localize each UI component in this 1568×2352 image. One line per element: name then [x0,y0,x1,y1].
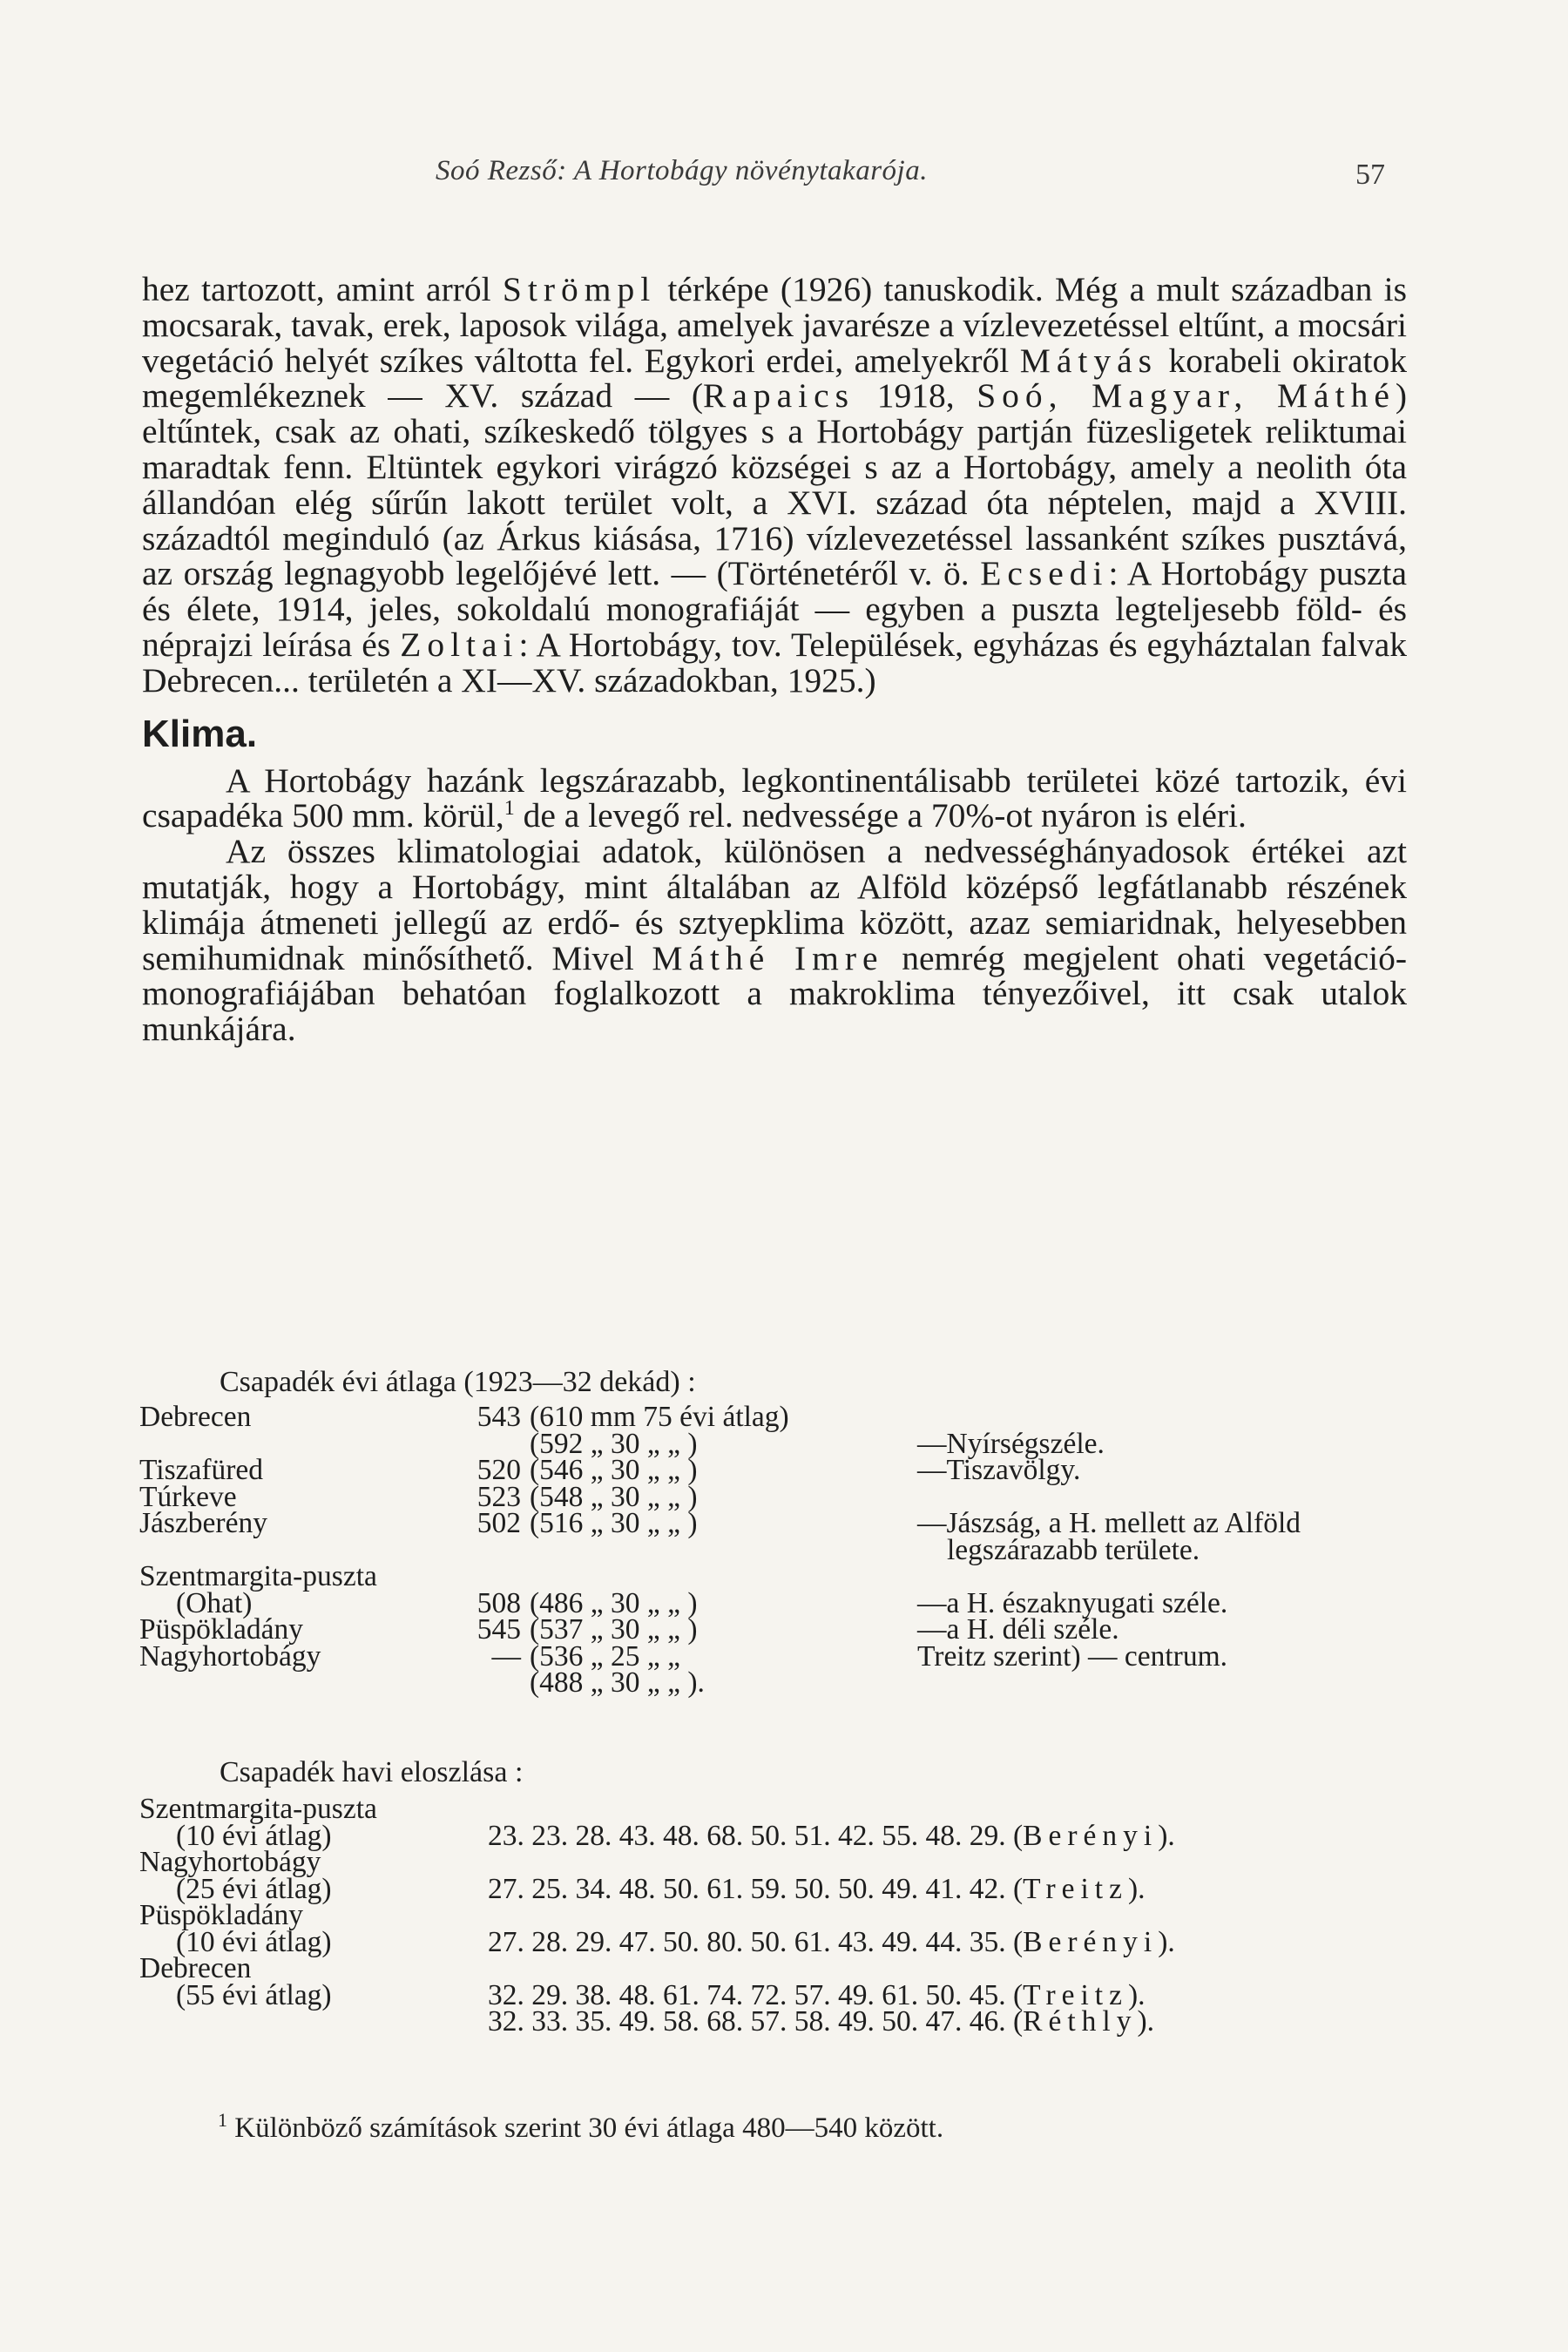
author-name: Soó, Magyar, Máthé [977,376,1396,416]
footnote-marker: 1 [218,2109,227,2131]
table-row: legszárazabb területe. [947,1533,1200,1566]
footnote-text: Különböző számítások szerint 30 évi átlaga 480—540 között. [234,2112,944,2144]
table-row: (592 „ 30 „ „ ) —Nyírségszéle. [530,1427,1105,1460]
body-text [142,272,1407,1047]
monthly-table [139,1793,1175,2038]
paragraph-history: hez tartozott, amint arról Strömpl térképe (1926) tanuskodik. Még a mult században is mocsarak, tavak, erek, laposok világa, amelyek javarésze a vízlevezetéssel eltűnt, a mocsári vegetáció helyét szíkes váltotta fel. Egykori erdei, amelyekről Mátyás korabeli okiratok megemlékeznek — XV. század — (Rapaics 1918, Soó, Magyar, Máthé) eltűntek, csak az ohati, szíkeskedő tölgyes s a Hortobágy partján füzesligetek reliktumai maradtak fenn. Eltüntek egykori virágzó községei s az a Hortobágy, amely a neolith óta állandóan elég sűrűn lakott terület volt, a XVI. század óta néptelen, majd a XVIII. századtól meginduló (az Árkus kiásása, 1716) vízlevezetéssel lassanként szíkes pusztává, az ország legnagyobb legelőjévé lett. — (Történetéről v. ö. Ecsedi: A Hortobágy puszta és élete, 1914, jeles, sokoldalú monografiáját — egyben a puszta legteljesebb föld- és néprajzi leírása és Zoltai: A Hortobágy, tov. Települések, egyházas és egyháztalan falvak Debrecen... területén a XI—XV. századokban, 1925.) [142,270,1408,700]
section-heading: Klima. [142,712,258,755]
table-caption: Csapadék havi eloszlása : [220,1756,524,1788]
author-name: Strömpl [502,270,657,308]
table-caption: Csapadék évi átlaga (1923—32 dekád) : [220,1366,696,1398]
source-author: Berényi [1023,1925,1159,1958]
table-row: 32. 33. 35. 49. 58. 68. 57. 58. 49. 50. 47. 46. (Réthly). [488,2005,1155,2038]
table-row: Nagyhortobágy — (536 „ 25 „ „ Treitz szerint) — centrum. [139,1639,1228,1673]
table-row: Nagyhortobágy [139,1846,321,1878]
source-author: Réthly [1023,2005,1138,2038]
table-row: Túrkeve 523 (548 „ 30 „ „ ) [139,1480,698,1513]
source-author: Berényi [1023,1819,1159,1852]
footnote-ref: 1 [504,797,515,821]
table-row: (10 évi átlag) 23. 23. 28. 43. 48. 68. 50. 51. 42. 55. 48. 29. (Berényi). [176,1819,1175,1852]
paragraph-climate-intro: A Hortobágy hazánk legszárazabb, legkontinentálisabb területei közé tartozik, évi csapadéka 500 mm. körül,$^1$ de a levegő rel. nedvessége a 70%-ot nyáron is eléri. [142,760,1407,835]
page-number: 57 [1355,159,1385,191]
table-row: Püspökladány [139,1899,303,1931]
table-row: Debrecen [139,1952,252,1984]
table-row: Püspökladány 545 (537 „ 30 „ „ ) —a H. déli széle. [139,1613,1119,1646]
author-name: Zoltai [400,625,519,664]
table-row: Tiszafüred 520 (546 „ 30 „ „ ) —Tiszavölgy. [139,1454,1081,1486]
table-row: Szentmargita-puszta [139,1560,377,1592]
source-author: Treitz [1023,1978,1128,2011]
table-row: Jászberény 502 (516 „ 30 „ „ ) —Jászság, a H. mellett az Alföld [139,1507,1301,1539]
annual-precipitation-table [139,1361,1411,1697]
author-name: Mátyás [1019,341,1159,380]
table-row: (10 évi átlag) 27. 28. 29. 47. 50. 80. 50. 61. 43. 49. 44. 35. (Berényi). [176,1925,1175,1958]
author-name: Ecsedi [980,554,1109,593]
source-author: Treitz [1023,1872,1128,1905]
table-row: (25 évi átlag) 27. 25. 34. 48. 50. 61. 59. 50. 50. 49. 41. 42. (Treitz). [176,1872,1146,1905]
table-row: Szentmargita-puszta [139,1793,377,1825]
annual-table [139,1401,1301,1699]
footnote [218,2109,944,2145]
table-row: (Ohat) 508 (486 „ 30 „ „ ) —a H. északnyugati széle. [176,1586,1228,1619]
author-name: Rapaics [703,376,855,416]
author-name: Máthé Imre [652,938,884,977]
table-row: (488 „ 30 „ „ ). [530,1666,705,1699]
paragraph-climatology: Az összes klimatologiai adatok, különösen a nedvességhányadosok értékei azt mutatják, hogy a Hortobágy, mint általában az Alföld középső legfátlanabb részének klimája átmeneti jellegű az erdő- és sztyepklima között, azaz semiaridnak, helyesebben semihumidnak minősíthető. Mivel Máthé Imre nemrég megjelent ohati vegetáció-monografiájában behatóan foglalkozott a makroklima tényezőivel, itt csak utalok munkájára. [142,832,1407,1049]
table-row: (55 évi átlag) 32. 29. 38. 48. 61. 74. 72. 57. 49. 61. 50. 45. (Treitz). [176,1978,1146,2011]
table-row: Debrecen 543 (610 mm 75 évi átlag) [139,1401,789,1433]
monthly-distribution-table [139,1751,1411,2036]
running-header: Soó Rezső: A Hortobágy növénytakarója. [436,155,928,186]
